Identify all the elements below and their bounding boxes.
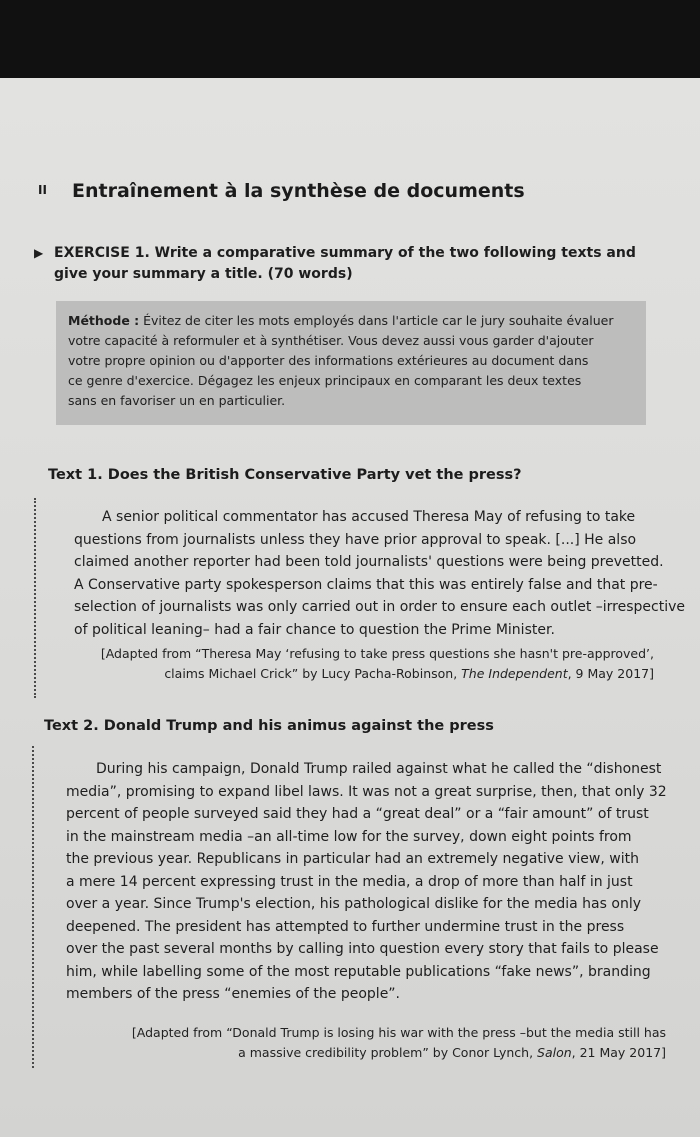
text1-line: A Conservative party spokesperson claims that this was entirely false and that pre- — [74, 576, 658, 593]
text2-line: deepened. The president has attempted to further undermine trust in the press — [66, 918, 625, 935]
text1-source-line-1: [Adapted from “Theresa May ‘refusing to take press questions she hasn't pre-approved’, — [100, 646, 654, 661]
exercise-instruction — [34, 243, 654, 285]
text1-source-line-2: claims Michael Crick” by Lucy Pacha-Robinson, — [164, 666, 462, 681]
exercise-label: EXERCISE 1. — [54, 245, 150, 261]
method-line: votre propre opinion ou d'apporter des informations extérieures au document dans — [68, 353, 589, 368]
text2-title: Text 2. Donald Trump and his animus against the press — [44, 718, 494, 734]
text2-dotted-rule — [32, 746, 34, 1068]
exercise-line-2: give your summary a title. (70 words) — [54, 266, 353, 282]
text2-line: During his campaign, Donald Trump railed against what he called the “dishonest — [96, 761, 662, 777]
section-title: Entraînement à la synthèse de documents — [72, 180, 525, 202]
document-page — [0, 78, 700, 1137]
text1-line: of political leaning– had a fair chance to question the Prime Minister. — [74, 621, 555, 638]
text2-source-line-1: [Adapted from “Donald Trump is losing his war with the press –but the media still has — [131, 1025, 666, 1040]
text2-line: percent of people surveyed said they had a “great deal” or a “fair amount” of trust — [66, 806, 649, 822]
text1-line: claimed another reporter had been told journalists' questions were being prevetted. — [74, 554, 664, 570]
method-line: votre capacité à reformuler et à synthétiser. Vous devez aussi vous garder d'ajouter — [68, 333, 594, 348]
text2-line: a mere 14 percent expressing trust in the media, a drop of more than half in just — [66, 873, 633, 890]
text2-line: media”, promising to expand libel laws. It was not a great surprise, then, that only 32 — [66, 783, 667, 800]
text1-body — [74, 506, 685, 641]
text1-line: A senior political commentator has accused Theresa May of refusing to take — [102, 509, 636, 525]
text1-source — [90, 644, 654, 684]
text2-line: the previous year. Republicans in particular had an extremely negative view, with — [66, 851, 639, 867]
method-label: Méthode : — [68, 313, 140, 328]
text2-line: over a year. Since Trump's election, his pathological dislike for the media has only — [66, 896, 641, 912]
text1-dotted-rule — [34, 498, 36, 698]
text2-source-date: , 21 May 2017] — [571, 1045, 666, 1060]
method-line: sans en favoriser un en particulier. — [68, 393, 286, 408]
text1-source-publication: The Independent — [461, 666, 568, 681]
text2-source-publication: Salon — [537, 1045, 572, 1060]
text2-source-line-2: a massive credibility problem” by Conor Lynch, — [238, 1045, 538, 1060]
text2-line: over the past several months by calling into question every story that fails to please — [66, 941, 659, 957]
section-number: II — [38, 183, 47, 197]
triangle-bullet-icon: ▶ — [34, 246, 44, 260]
text1-title: Text 1. Does the British Conservative Party vet the press? — [48, 467, 522, 483]
method-box — [56, 301, 646, 425]
text2-body — [66, 758, 667, 1006]
section-heading — [38, 180, 658, 202]
exercise-line-1: Write a comparative summary of the two following texts and — [154, 245, 636, 261]
text2-source — [70, 1023, 666, 1063]
method-line: ce genre d'exercice. Dégagez les enjeux principaux en comparant les deux textes — [68, 373, 582, 388]
text2-line: members of the press “enemies of the people”. — [66, 986, 401, 1002]
text1-source-date: , 9 May 2017] — [567, 666, 654, 681]
method-line: Évitez de citer les mots employés dans l'article car le jury souhaite évaluer — [143, 313, 614, 328]
text1-line: selection of journalists was only carried out in order to ensure each outlet –irrespective — [74, 599, 685, 615]
text2-line: him, while labelling some of the most reputable publications “fake news”, branding — [66, 963, 651, 980]
text2-line: in the mainstream media –an all-time low for the survey, down eight points from — [66, 828, 632, 845]
text1-line: questions from journalists unless they have prior approval to speak. [...] He also — [74, 531, 637, 548]
